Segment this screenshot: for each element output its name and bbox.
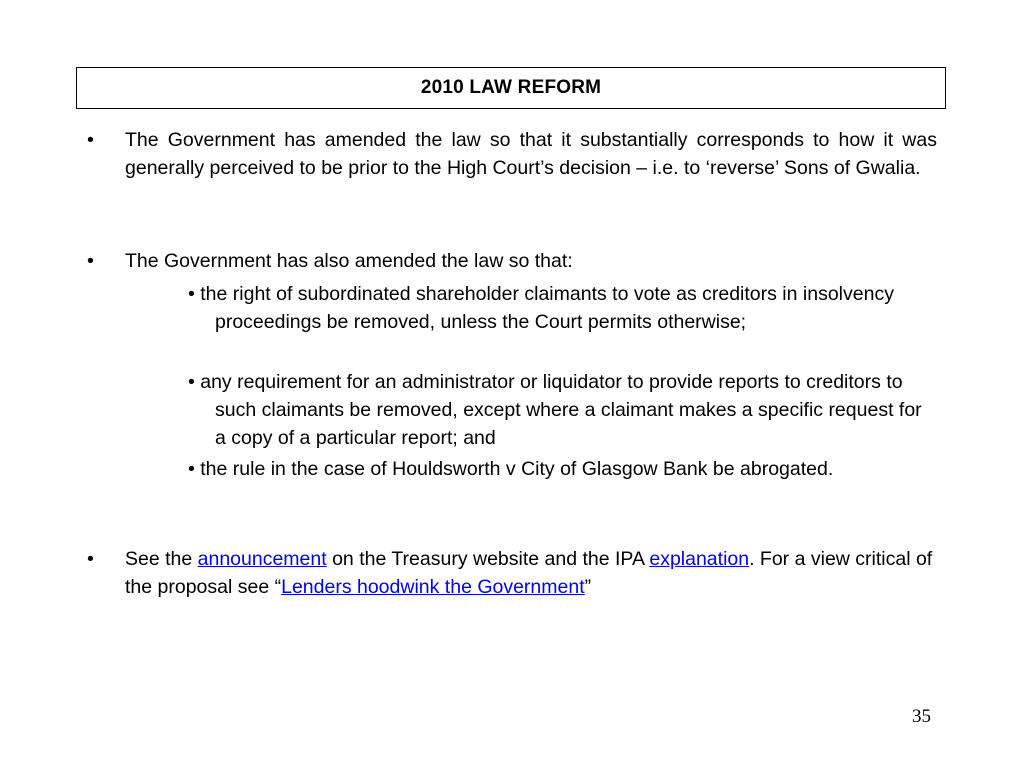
slide-title: 2010 LAW REFORM [420,77,602,98]
bullet-text-3 [125,545,937,601]
lenders-hoodwink-link[interactable]: Lenders hoodwink the Government [281,576,585,598]
bullet-marker: • [87,548,94,570]
bullet-text-segment: . For a view critical of the proposal see “ [125,548,933,598]
bullet-text-segment: ” [584,576,592,598]
bullet-text-1: The Government has amended the law so that it substantially corresponds to how it was generally perceived to be prior to the High Court’s decision – i.e. to ‘reverse’ Sons of Gwalia. [125,129,937,179]
announcement-link[interactable]: announcement [197,548,327,570]
page-number: 35 [912,706,931,727]
bullet-text-segment: on the Treasury website and the IPA [326,548,650,570]
sub-bullet-2: • any requirement for an administrator or liquidator to provide reports to creditors to such claimants be removed, except where a claimant makes a specific request for a copy of a particular report; and [188,371,922,449]
bullet-text-segment: See the [125,548,198,570]
bullet-marker: • [87,250,94,272]
sub-bullet-1: • the right of subordinated shareholder claimants to vote as creditors in insolvency proceedings be removed, unless the Court permits otherwise; [188,283,894,333]
bullet-marker: • [87,129,94,151]
sub-bullet-3: • the rule in the case of Houldsworth v City of Glasgow Bank be abrogated. [188,458,834,480]
explanation-link[interactable]: explanation [649,548,750,570]
bullet-text-2: The Government has also amended the law so that: [125,250,573,272]
